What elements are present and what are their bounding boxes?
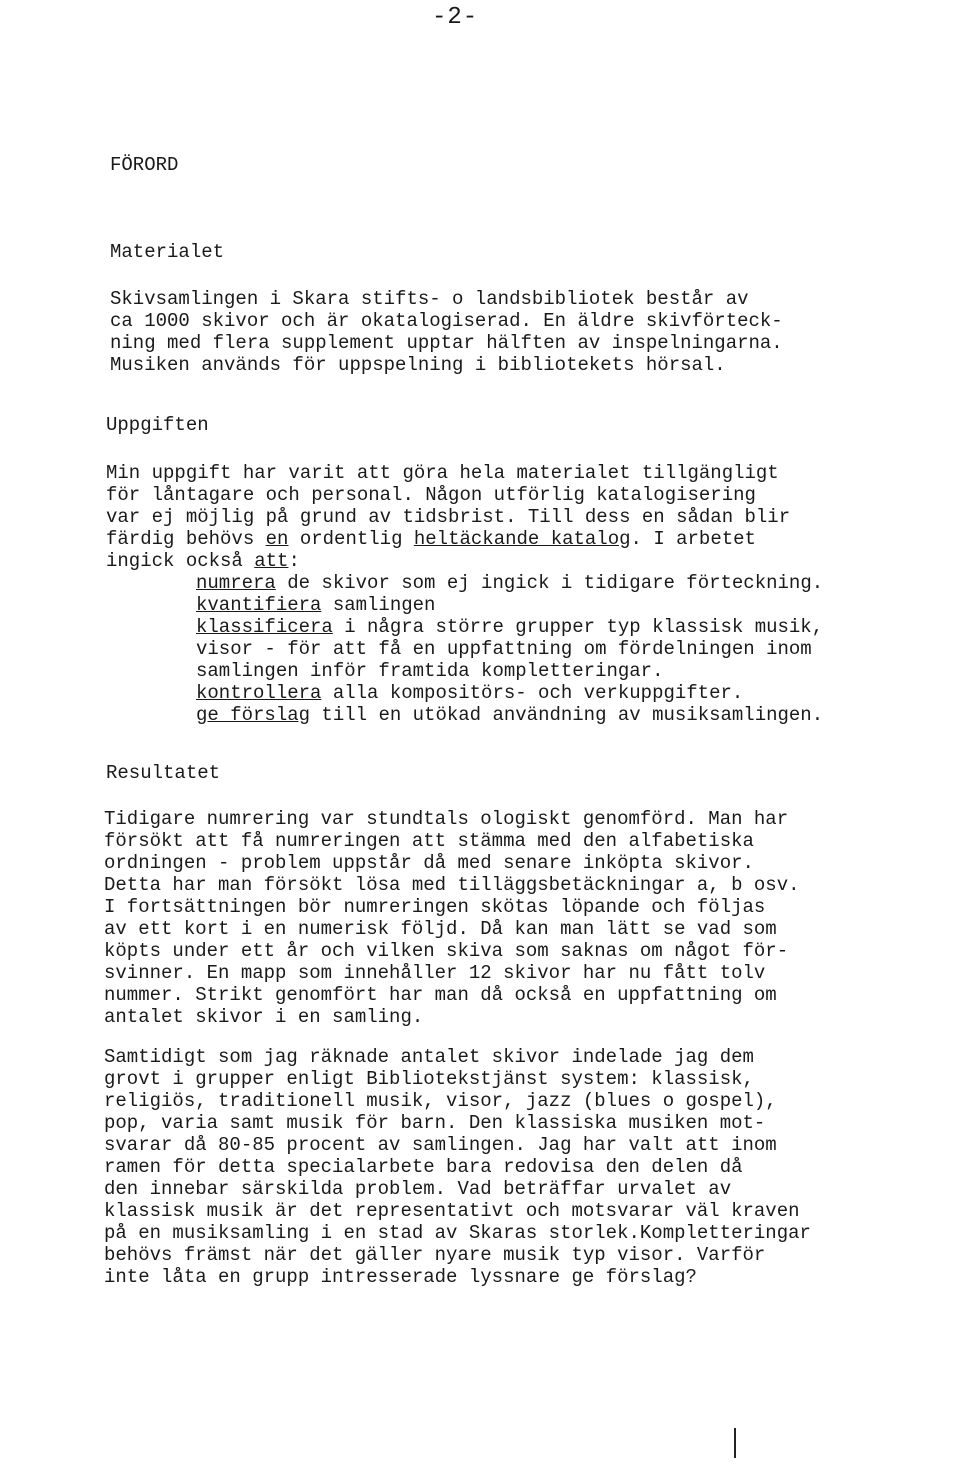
task-item: klassificera i några större grupper typ klassisk musik, visor - för att få en uppfattning om fördelningen inom samlingen inför framtida kompletteringar.	[196, 616, 824, 682]
paragraph-line: behövs främst när det gäller nyare musik typ visor. Varför	[104, 1244, 766, 1266]
paragraph-line: den innebar särskilda problem. Vad beträffar urvalet av	[104, 1178, 732, 1200]
page-number: -2-	[432, 4, 479, 31]
paragraph-line: Detta har man försökt lösa med tilläggsbetäckningar a, b osv.	[104, 874, 800, 896]
task-item: ge förslag till en utökad användning av musiksamlingen.	[196, 704, 824, 726]
section-heading-materialet: Materialet	[110, 241, 225, 263]
paragraph-line: försökt att få numreringen att stämma med den alfabetiska	[104, 830, 754, 852]
resultatet-paragraph-1	[104, 808, 800, 1028]
task-verb: kontrollera	[196, 682, 322, 704]
task-verb: ge förslag	[196, 704, 311, 726]
task-item: kontrollera alla kompositörs- och verkuppgifter.	[196, 682, 744, 704]
page-title: FÖRORD	[110, 154, 179, 176]
paragraph-line: pop, varia samt musik för barn. Den klassiska musiken mot-	[104, 1112, 766, 1134]
paragraph-line: av ett kort i en numerisk följd. Då kan man lätt se vad som	[104, 918, 777, 940]
task-verb: klassificera	[196, 616, 333, 638]
paragraph-line: grovt i grupper enligt Bibliotekstjänst system: klassisk,	[104, 1068, 754, 1090]
pen-mark	[734, 1428, 736, 1458]
task-continuation: samlingen inför framtida kompletteringar.	[196, 660, 664, 682]
paragraph-line: antalet skivor i en samling.	[104, 1006, 424, 1028]
paragraph-line: för låntagare och personal. Någon utförlig katalogisering	[106, 484, 756, 506]
task-item: kvantifiera samlingen	[196, 594, 436, 616]
resultatet-paragraph-2	[104, 1046, 811, 1288]
paragraph-line: ca 1000 skivor och är okatalogiserad. En äldre skivförteck-	[110, 310, 783, 332]
paragraph-line: Musiken används för uppspelning i bibliotekets hörsal.	[110, 354, 726, 376]
paragraph-line: Samtidigt som jag räknade antalet skivor indelade jag dem	[104, 1046, 754, 1068]
task-item: numrera de skivor som ej ingick i tidigare förteckning.	[196, 572, 824, 594]
paragraph-line: ingick också att:	[106, 550, 300, 572]
underlined-word: att	[254, 550, 289, 572]
paragraph-line: ramen för detta specialarbete bara redovisa den delen då	[104, 1156, 743, 1178]
section-heading-resultatet: Resultatet	[106, 762, 221, 784]
paragraph-line: köpts under ett år och vilken skiva som saknas om något för-	[104, 940, 789, 962]
paragraph-line: ning med flera supplement upptar hälften av inspelningarna.	[110, 332, 783, 354]
paragraph-line: färdig behövs en ordentlig heltäckande katalog. I arbetet	[106, 528, 756, 550]
task-verb: numrera	[196, 572, 276, 594]
paragraph-line: I fortsättningen bör numreringen skötas löpande och följas	[104, 896, 766, 918]
materialet-paragraph	[110, 288, 783, 376]
section-heading-uppgiften: Uppgiften	[106, 414, 209, 436]
paragraph-line: på en musiksamling i en stad av Skaras storlek.Kompletteringar	[104, 1222, 811, 1244]
task-list	[196, 572, 823, 726]
paragraph-line: svarar då 80-85 procent av samlingen. Jag har valt att inom	[104, 1134, 777, 1156]
underlined-word: en	[265, 528, 289, 550]
paragraph-line: svinner. En mapp som innehåller 12 skivor har nu fått tolv	[104, 962, 766, 984]
paragraph-line: klassisk musik är det representativt och motsvarar väl kraven	[104, 1200, 800, 1222]
paragraph-line: var ej möjlig på grund av tidsbrist. Till dess en sådan blir	[106, 506, 791, 528]
underlined-phrase: heltäckande katalog	[413, 528, 631, 550]
paragraph-line: inte låta en grupp intresserade lyssnare ge förslag?	[104, 1266, 697, 1288]
paragraph-line: Tidigare numrering var stundtals ologiskt genomförd. Man har	[104, 808, 789, 830]
task-verb: kvantifiera	[196, 594, 322, 616]
paragraph-line: nummer. Strikt genomfört har man då också en uppfattning om	[104, 984, 777, 1006]
uppgiften-paragraph	[106, 462, 790, 572]
paragraph-line: ordningen - problem uppstår då med senare inköpta skivor.	[104, 852, 754, 874]
paragraph-line: religiös, traditionell musik, visor, jazz (blues o gospel),	[104, 1090, 777, 1112]
task-continuation: visor - för att få en uppfattning om fördelningen inom	[196, 638, 812, 660]
paragraph-line: Min uppgift har varit att göra hela materialet tillgängligt	[106, 462, 779, 484]
paragraph-line: Skivsamlingen i Skara stifts- o landsbibliotek består av	[110, 288, 749, 310]
